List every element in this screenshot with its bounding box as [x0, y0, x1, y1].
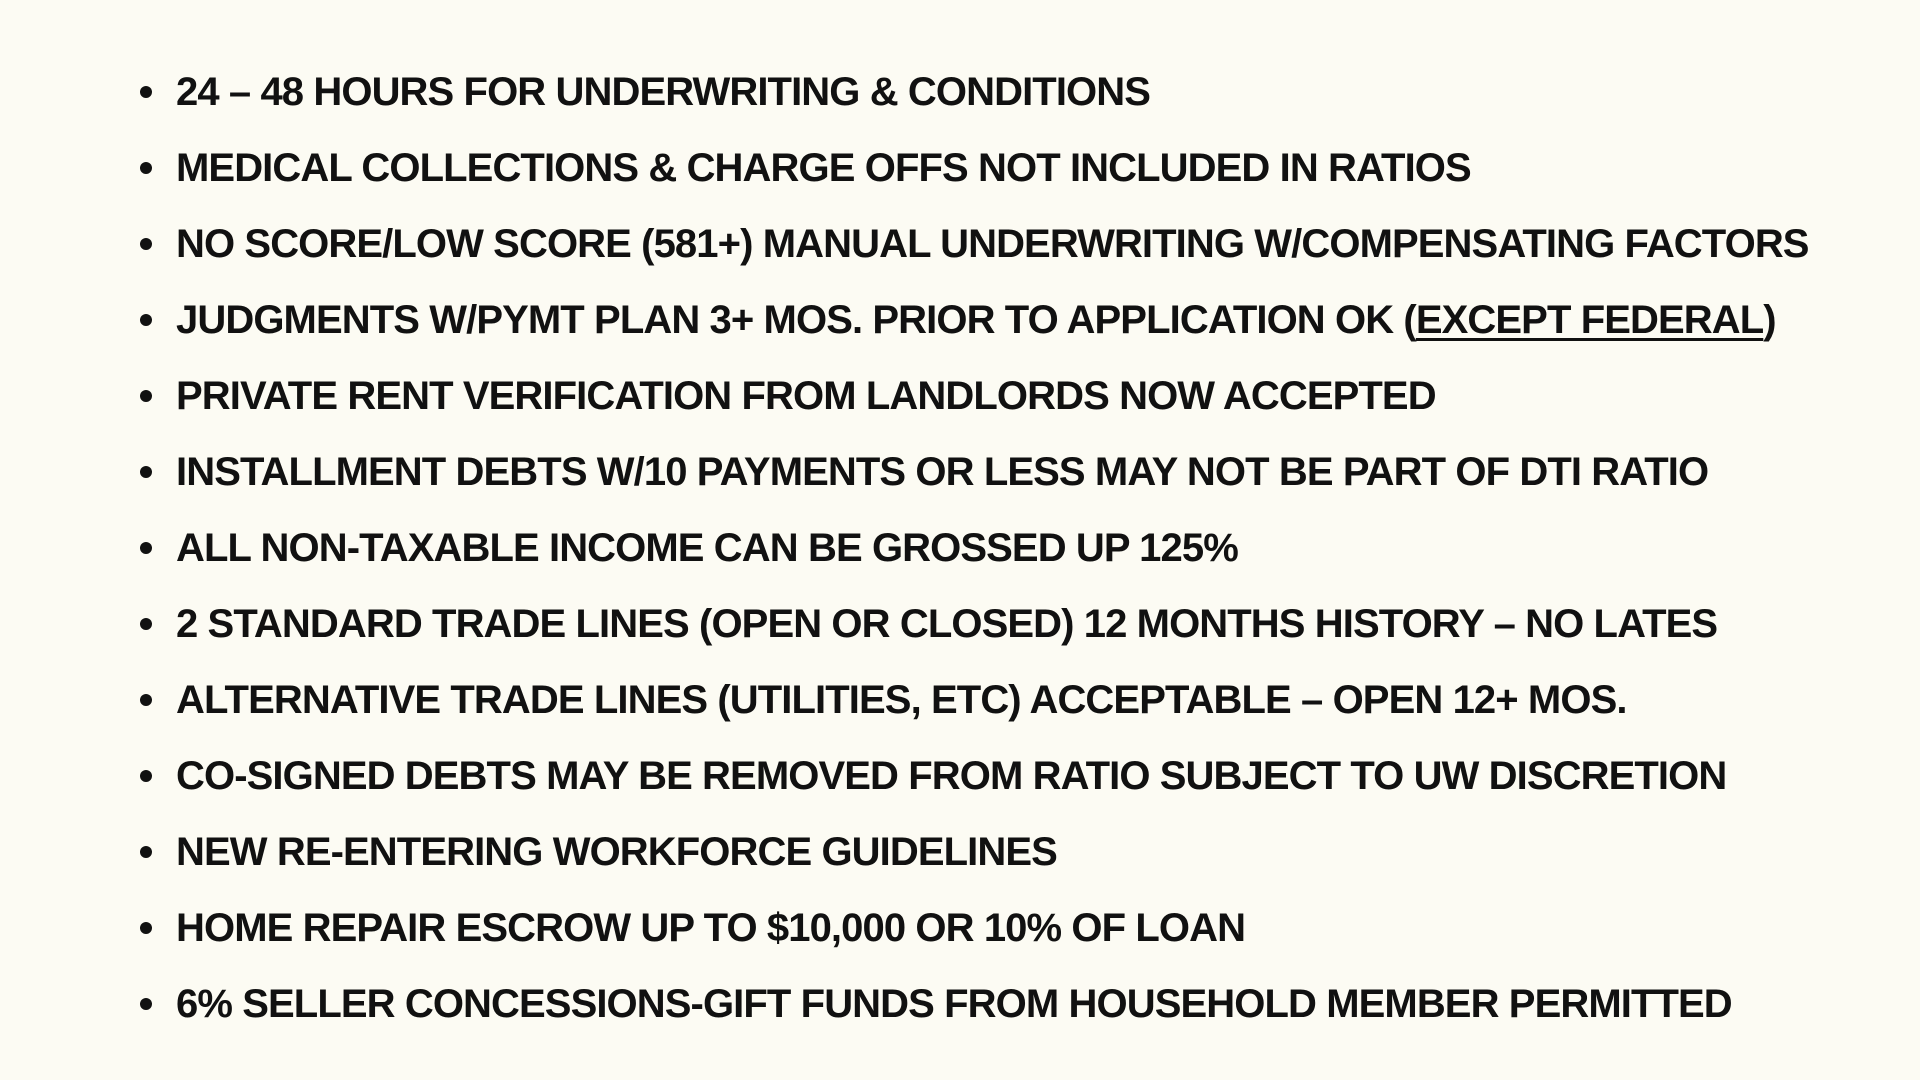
bullet-dot-icon [140, 314, 152, 326]
bullet-item-co-signed-debts [140, 738, 1809, 814]
bullet-dot-icon [140, 770, 152, 782]
bullet-item-medical-collections [140, 130, 1809, 206]
bullet-text-judgments [176, 298, 1776, 343]
bullet-item-private-rent [140, 358, 1809, 434]
bullet-text: 2 STANDARD TRADE LINES (OPEN OR CLOSED) 12 MONTHS HISTORY – NO LATES [176, 601, 1718, 646]
bullet-item-installment-debts [140, 434, 1809, 510]
guidelines-bullet-list [140, 54, 1809, 1042]
bullet-text: NEW RE-ENTERING WORKFORCE GUIDELINES [176, 829, 1057, 874]
except-federal-underlined: EXCEPT FEDERAL [1415, 297, 1764, 342]
bullet-text-after: ) [1763, 297, 1776, 342]
bullet-item-workforce-guidelines [140, 814, 1809, 890]
bullet-dot-icon [140, 542, 152, 554]
bullet-dot-icon [140, 162, 152, 174]
bullet-dot-icon [140, 694, 152, 706]
bullet-text: HOME REPAIR ESCROW UP TO $10,000 OR 10% OF LOAN [176, 905, 1246, 950]
bullet-dot-icon [140, 618, 152, 630]
bullet-text: 24 – 48 HOURS FOR UNDERWRITING & CONDITIONS [176, 69, 1151, 114]
bullet-dot-icon [140, 998, 152, 1010]
bullet-item-judgments [140, 282, 1809, 358]
bullet-dot-icon [140, 466, 152, 478]
bullet-item-standard-trade-lines [140, 586, 1809, 662]
bullet-dot-icon [140, 390, 152, 402]
bullet-text: PRIVATE RENT VERIFICATION FROM LANDLORDS NOW ACCEPTED [176, 373, 1436, 418]
bullet-item-home-repair-escrow [140, 890, 1809, 966]
bullet-text: ALTERNATIVE TRADE LINES (UTILITIES, ETC) ACCEPTABLE – OPEN 12+ MOS. [176, 677, 1627, 722]
bullet-item-underwriting-time [140, 54, 1809, 130]
bullet-item-alternative-trade-lines [140, 662, 1809, 738]
bullet-dot-icon [140, 238, 152, 250]
bullet-item-non-taxable-income [140, 510, 1809, 586]
bullet-text-before: JUDGMENTS W/PYMT PLAN 3+ MOS. PRIOR TO APPLICATION OK ( [176, 297, 1416, 342]
bullet-item-seller-concessions [140, 966, 1809, 1042]
bullet-text: NO SCORE/LOW SCORE (581+) MANUAL UNDERWRITING W/COMPENSATING FACTORS [176, 221, 1809, 266]
bullet-text: 6% SELLER CONCESSIONS-GIFT FUNDS FROM HOUSEHOLD MEMBER PERMITTED [176, 981, 1732, 1026]
bullet-text: MEDICAL COLLECTIONS & CHARGE OFFS NOT INCLUDED IN RATIOS [176, 145, 1471, 190]
bullet-dot-icon [140, 86, 152, 98]
bullet-item-no-score [140, 206, 1809, 282]
bullet-text: CO-SIGNED DEBTS MAY BE REMOVED FROM RATIO SUBJECT TO UW DISCRETION [176, 753, 1727, 798]
bullet-dot-icon [140, 922, 152, 934]
bullet-dot-icon [140, 846, 152, 858]
bullet-text: INSTALLMENT DEBTS W/10 PAYMENTS OR LESS MAY NOT BE PART OF DTI RATIO [176, 449, 1709, 494]
bullet-text: ALL NON-TAXABLE INCOME CAN BE GROSSED UP 125% [176, 525, 1238, 570]
